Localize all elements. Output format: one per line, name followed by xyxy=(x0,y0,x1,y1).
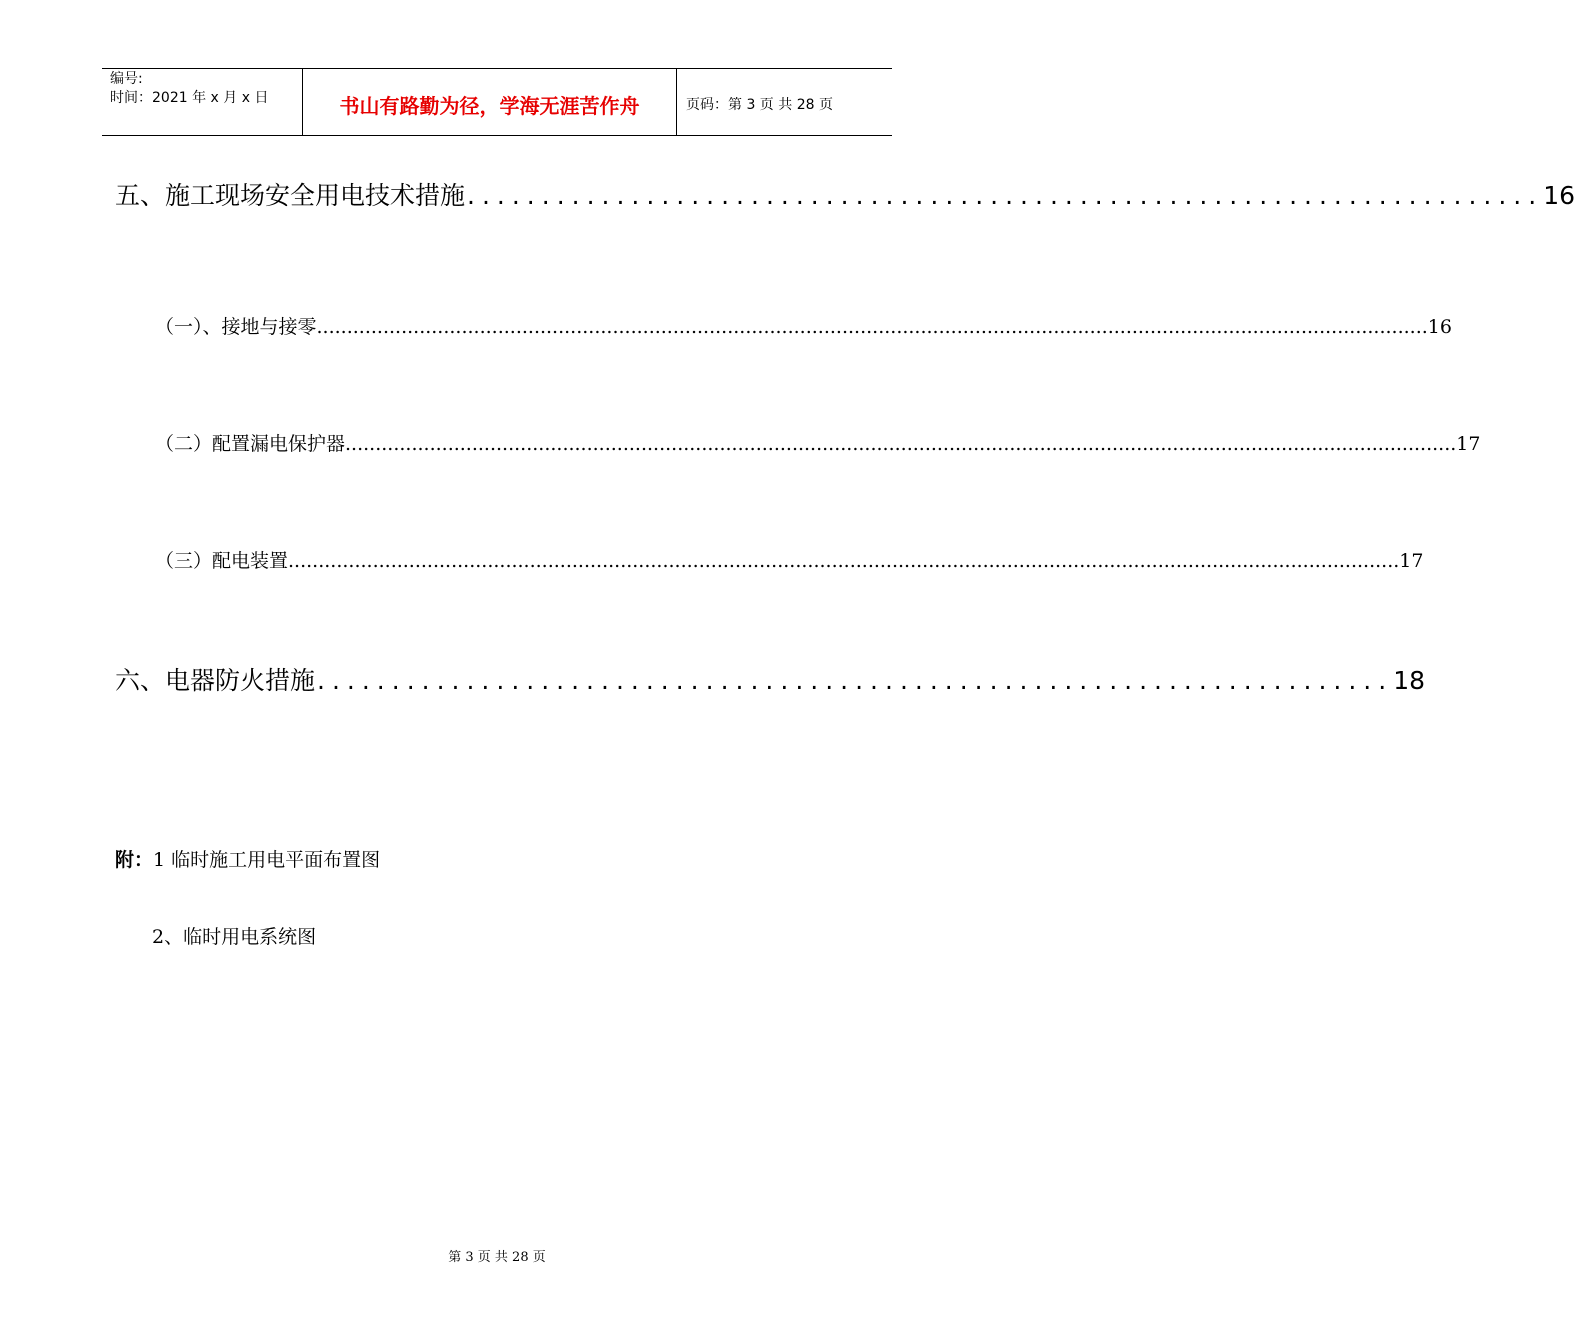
toc-entry-label: （一）、接地与接零 xyxy=(155,316,317,338)
toc-leader: ........................................................................ xyxy=(317,666,1394,695)
toc-entry[interactable] xyxy=(155,429,1481,456)
toc-entry[interactable] xyxy=(115,176,1575,212)
toc-entry-page: 16 xyxy=(1543,181,1575,210)
toc-leader: ........................................................................................................................................................................................ xyxy=(316,316,1428,338)
toc-entry-label: （二）配置漏电保护器 xyxy=(155,433,346,455)
toc-entry[interactable] xyxy=(155,546,1424,573)
appendix-item-1: 1 临时施工用电平面布置图 xyxy=(153,849,381,871)
toc-leader: ........................................................................................................................................................................................ xyxy=(345,433,1457,455)
document-date: 时间：2021 年 x 月 x 日 xyxy=(110,90,269,106)
toc-entry-label: 五、施工现场安全用电技术措施 xyxy=(115,181,466,210)
document-number-label: 编号: xyxy=(110,71,143,87)
appendix-item-2: 2、临时用电系统图 xyxy=(152,926,317,948)
appendix-item xyxy=(152,922,316,949)
header-meta xyxy=(102,69,303,135)
toc-entry-label: 六、电器防火措施 xyxy=(115,666,316,695)
header-motto: 书山有路勤为径，学海无涯苦作舟 xyxy=(303,69,677,135)
toc-leader: ........................................................................................................................................................................................ xyxy=(288,550,1400,572)
toc-entry[interactable] xyxy=(155,312,1452,339)
toc-entry-label: （三）配电装置 xyxy=(155,550,289,572)
toc-entry-page: 17 xyxy=(1456,433,1481,455)
toc-entry-page: 17 xyxy=(1399,550,1424,572)
page-header xyxy=(102,68,892,136)
appendix-prefix: 附： xyxy=(115,849,154,871)
appendix-item xyxy=(115,845,380,872)
header-page-info: 页码：第 3 页 共 28 页 xyxy=(686,97,833,113)
toc-entry-page: 18 xyxy=(1393,666,1425,695)
page-footer: 第 3 页 共 28 页 xyxy=(448,1250,546,1265)
toc-entry[interactable] xyxy=(115,661,1425,697)
toc-entry-page: 16 xyxy=(1427,316,1452,338)
toc-leader: ........................................................................ xyxy=(467,181,1544,210)
